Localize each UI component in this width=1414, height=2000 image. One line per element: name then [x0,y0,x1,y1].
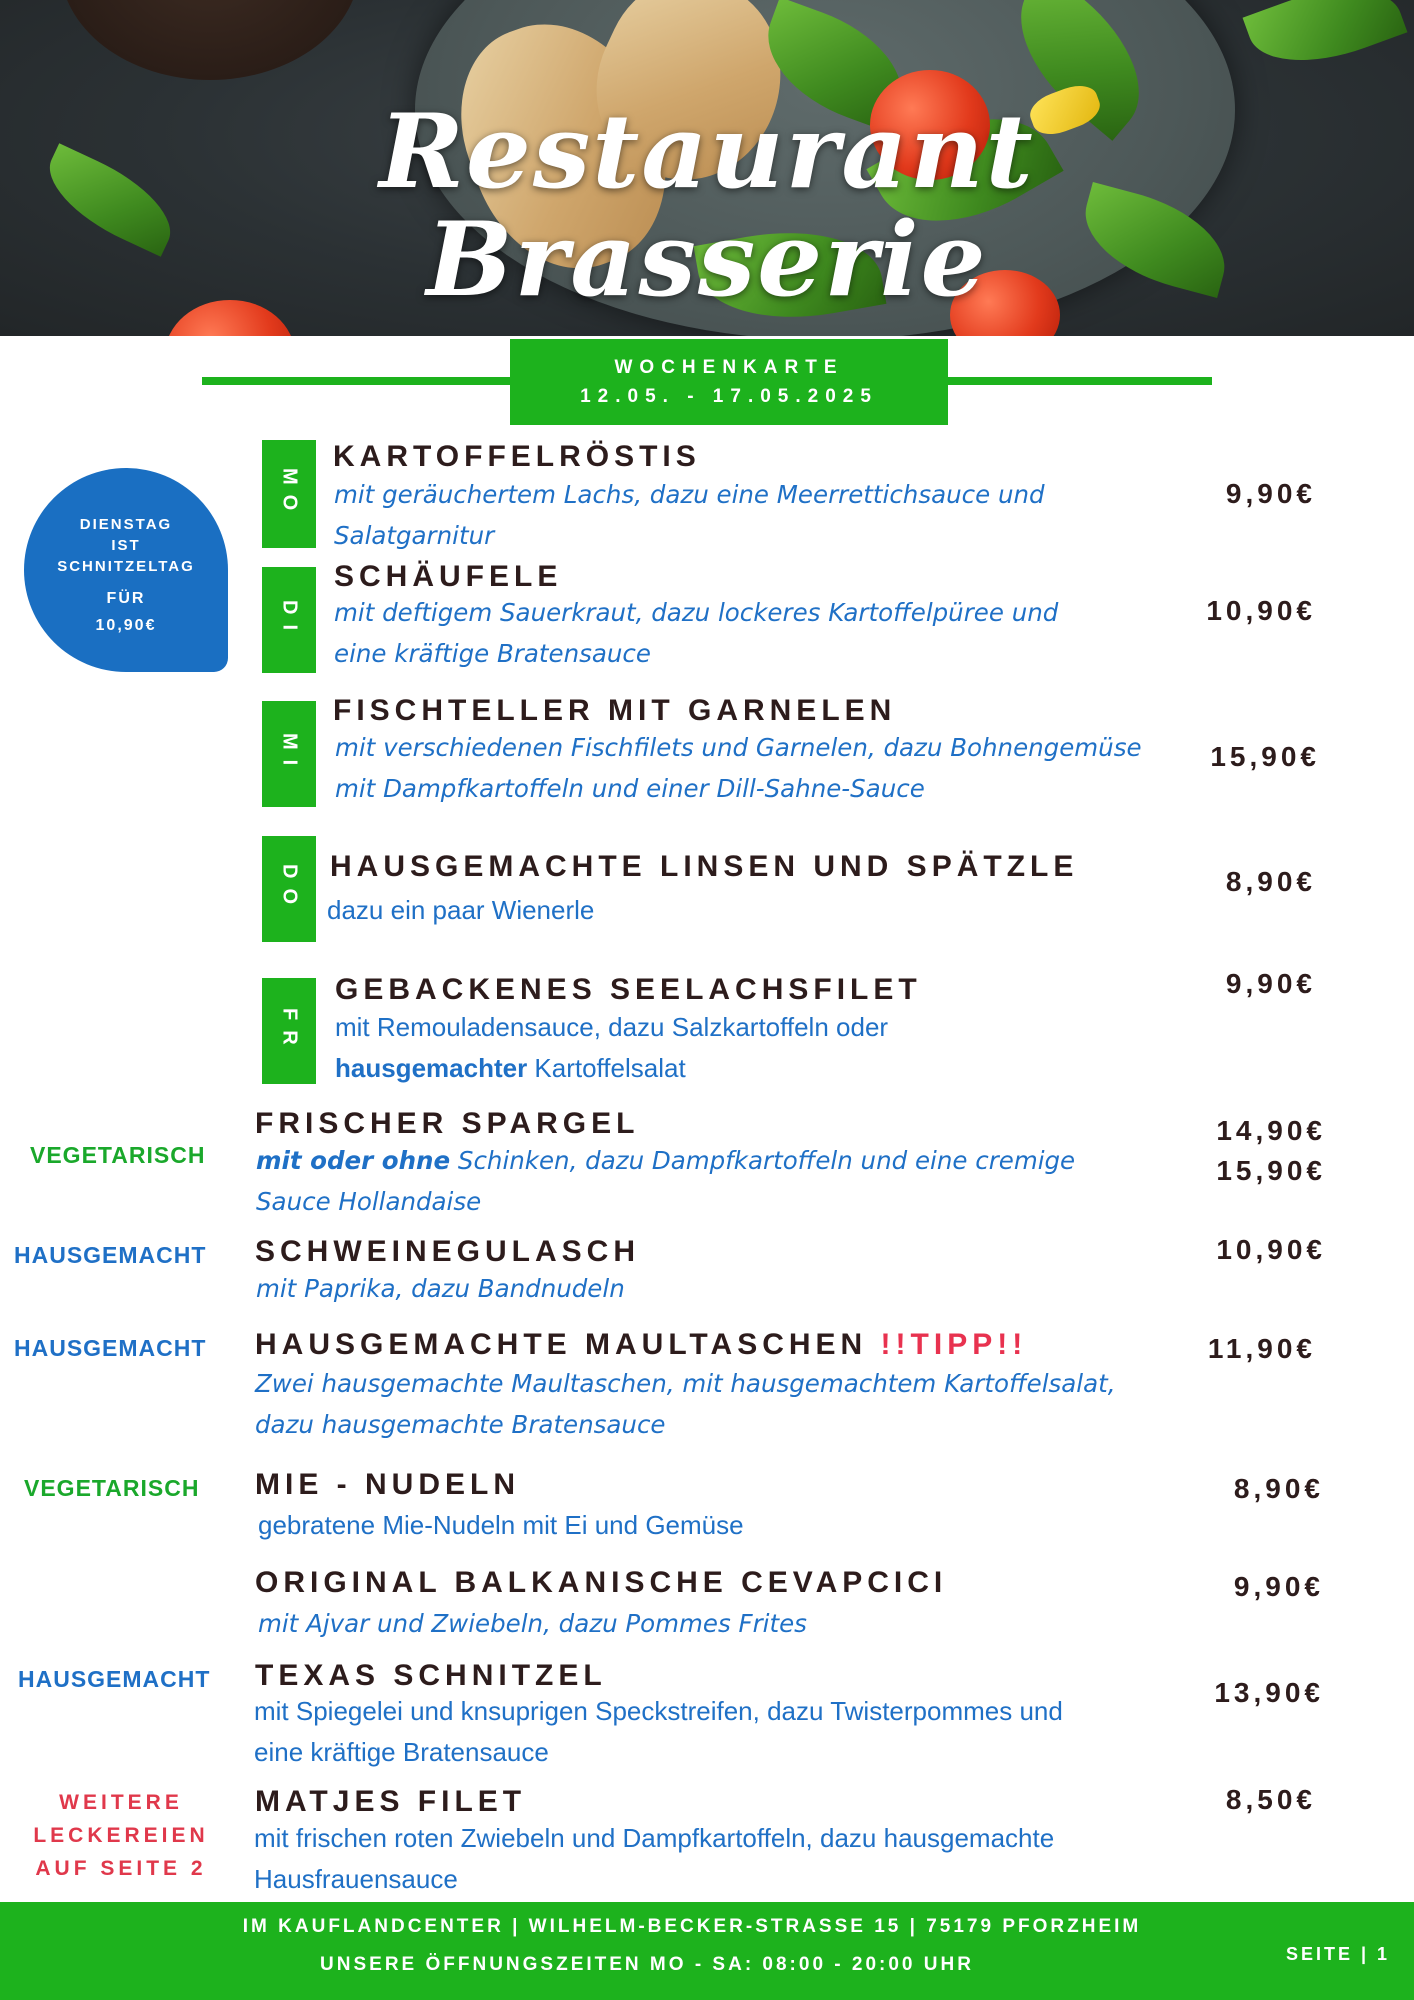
dish-desc: mit oder ohne Schinken, dazu Dampfkartoffeln und eine cremige Sauce Hollandaise [256,1146,1076,1216]
dish-desc: mit frischen roten Zwiebeln und Dampfkartoffeln, dazu hausgemachte Hausfrauensauce [254,1823,1055,1894]
week-dates: 12.05. - 17.05.2025 [580,386,878,407]
dish-price: 9,90€ [1225,968,1316,999]
hero-image [0,0,1414,336]
tag-vegetarian: VEGETARISCH [30,1142,206,1168]
dish-price: 15,90€ [1210,741,1320,772]
dish-price: 8,90€ [1225,866,1316,897]
day-tab-fr: FR [262,978,316,1084]
dish-name: MATJES FILET [255,1785,527,1818]
restaurant-title-line1: Restaurant [379,92,1035,212]
dish-price: 10,90€ [1206,595,1316,626]
badge-price: 10,90€ [95,617,157,634]
footer [0,1902,1414,2000]
dish-price: 10,90€ [1216,1234,1326,1265]
dish-name: HAUSGEMACHTE MAULTASCHEN !!TIPP!! [255,1328,1028,1361]
dish-name: SCHÄUFELE [334,560,563,593]
dish-name: FISCHTELLER MIT GARNELEN [333,694,897,727]
desc-bold: mit oder ohne [256,1146,451,1175]
day-tab-mi: MI [262,701,316,807]
dish-desc: mit Remouladensauce, dazu Salzkartoffeln oder hausgemachter Kartoffelsalat [335,1012,889,1083]
dish-name: GEBACKENES SEELACHSFILET [335,973,922,1006]
schnitzel-badge [24,468,228,672]
dish-price: 13,90€ [1214,1677,1324,1708]
restaurant-title-line2: Brasserie [426,200,988,320]
day-tab-di: DI [262,567,316,673]
dish-price: 11,90€ [1207,1333,1316,1364]
dish-desc: mit Ajvar und Zwiebeln, dazu Pommes Frites [258,1609,807,1638]
dish-name: FRISCHER SPARGEL [255,1107,640,1140]
dish-price: 9,90€ [1225,478,1316,509]
tipp-highlight: !!TIPP!! [880,1328,1028,1361]
desc-bold: hausgemachter [335,1053,528,1083]
dish-name: MIE - NUDELN [255,1468,520,1501]
badge-line: FÜR [106,590,146,607]
dish-desc: dazu ein paar Wienerle [327,895,595,925]
footer-hours: UNSERE ÖFFNUNGSZEITEN MO - SA: 08:00 - 20:00 UHR [320,1954,974,1975]
dish-desc: mit Spiegelei und knsuprigen Speckstreifen, dazu Twisterpommes und eine kräftige Bratensauce [254,1696,1063,1767]
page-number: SEITE | 1 [1285,1944,1390,1964]
dish-price: 8,90€ [1233,1473,1324,1504]
dish-name: HAUSGEMACHTE LINSEN UND SPÄTZLE [330,850,1079,883]
dish-name: TEXAS SCHNITZEL [255,1659,607,1692]
day-tab-do: DO [262,836,316,942]
day-tab-mo: MO [262,440,316,548]
dish-name: SCHWEINEGULASCH [255,1235,641,1268]
dish-desc: gebratene Mie-Nudeln mit Ei und Gemüse [258,1510,744,1540]
badge-line: DIENSTAG [79,516,173,533]
week-banner [510,339,948,425]
tag-homemade: HAUSGEMACHT [14,1335,207,1361]
tag-homemade: HAUSGEMACHT [18,1666,211,1692]
dish-price: 9,90€ [1233,1571,1324,1602]
dish-desc: mit verschiedenen Fischfilets und Garnelen, dazu Bohnengemüse mit Dampfkartoffeln und einer Dill-Sahne-Sauce [335,733,1142,803]
badge-line: SCHNITZELTAG [57,558,195,575]
dish-desc: mit geräuchertem Lachs, dazu eine Meerrettichsauce und Salatgarnitur [334,480,1045,550]
badge-line: IST [111,537,141,554]
dish-price: 8,50€ [1225,1784,1316,1815]
more-on-page-2: WEITERE LECKEREIEN AUF SEITE 2 [33,1791,209,1880]
footer-address: IM KAUFLANDCENTER | WILHELM-BECKER-STRASSE 15 | 75179 PFORZHEIM [242,1916,1142,1937]
dish-desc: mit deftigem Sauerkraut, dazu lockeres Kartoffelpüree und eine kräftige Bratensauce [334,598,1059,668]
dish-price-alt: 15,90€ [1216,1155,1326,1186]
dish-price: 14,90€ [1216,1115,1326,1146]
bowl-decoration [60,0,360,80]
dish-desc: mit Paprika, dazu Bandnudeln [256,1274,625,1303]
dish-name: KARTOFFELRÖSTIS [333,440,701,473]
week-label: WOCHENKARTE [614,357,844,378]
dish-desc: Zwei hausgemachte Maultaschen, mit hausgemachtem Kartoffelsalat, dazu hausgemachte Bratensauce [255,1369,1116,1439]
leaf-decoration [1243,0,1408,84]
dish-name: ORIGINAL BALKANISCHE CEVAPCICI [255,1566,948,1599]
tag-homemade: HAUSGEMACHT [14,1242,207,1268]
tag-vegetarian: VEGETARISCH [24,1475,200,1501]
